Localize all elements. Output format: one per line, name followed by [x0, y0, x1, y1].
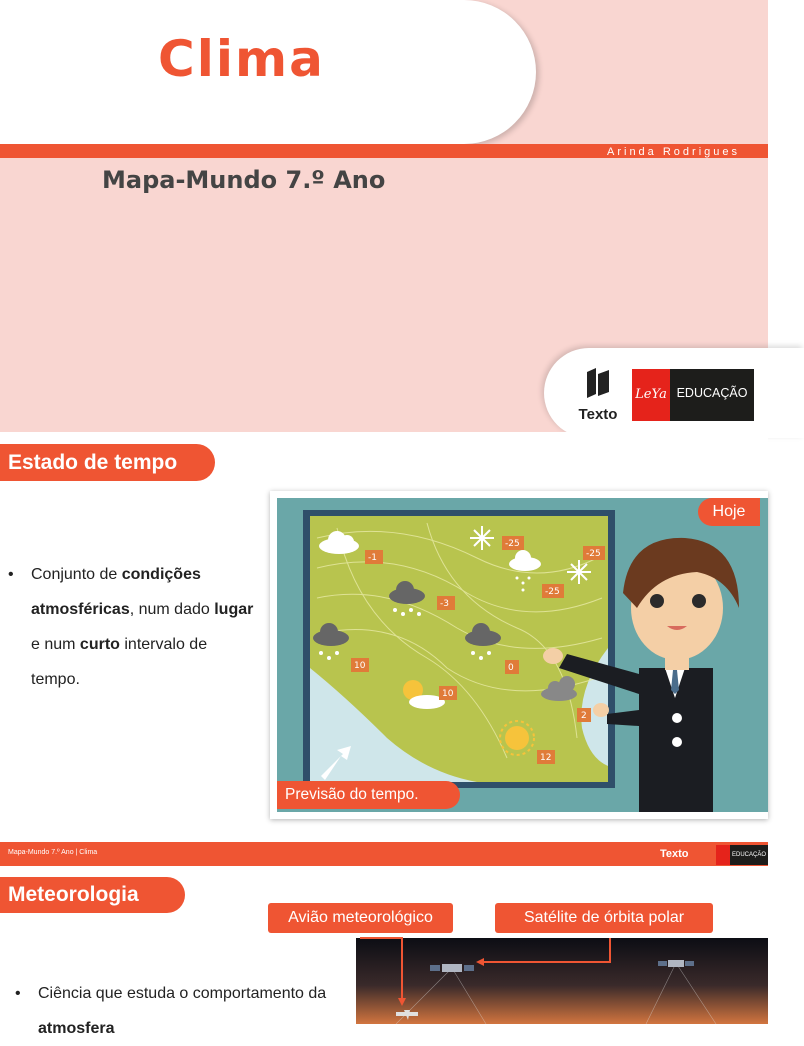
footer-title: Mapa-Mundo 7.º Ano | Clima — [8, 849, 98, 856]
cover-subtitle: Mapa-Mundo 7.º Ano — [102, 166, 386, 194]
map-temp-label: 12 — [540, 753, 552, 763]
definition-bullet — [15, 976, 345, 1046]
map-temp-label: 10 — [354, 661, 366, 671]
slide-heading: Estado de tempo — [0, 444, 215, 481]
map-temp-label: 0 — [508, 663, 514, 673]
footer-educacao-text: EDUCAÇÃO — [730, 845, 768, 865]
weather-illustration — [270, 491, 768, 819]
cover-title: Clima — [158, 30, 325, 88]
texto-label: Texto — [578, 406, 618, 423]
estado-de-tempo-slide — [0, 432, 768, 844]
meteorologia-slide — [0, 866, 768, 1037]
footer-leya-logo — [716, 845, 768, 865]
map-temp-label: -3 — [440, 599, 449, 609]
leya-educacao-logo — [632, 369, 754, 421]
leya-mark — [716, 845, 730, 865]
map-temp-label: -25 — [545, 587, 560, 597]
educacao-mark — [670, 369, 754, 421]
satellite-scene — [356, 938, 768, 1024]
bullet-icon: • — [8, 566, 14, 583]
definition-bullet — [8, 557, 260, 697]
map-temp-label: -25 — [505, 539, 520, 549]
plane-label: Avião meteorológico — [268, 903, 453, 933]
definition-text: Ciência que estuda o comportamento da atmosfera — [38, 985, 327, 1037]
satellite-icon — [658, 960, 694, 967]
texto-logo — [572, 368, 622, 424]
leya-mark — [632, 369, 670, 421]
leya-text: LeYa — [635, 387, 667, 402]
satellite-label: Satélite de órbita polar — [495, 903, 713, 933]
definition-text: Conjunto de condições atmosféricas, num dado lugar e num curto intervalo de tempo. — [31, 566, 254, 688]
book-icon — [585, 368, 611, 398]
map-temp-label: 10 — [442, 689, 454, 699]
map-temp-label: 2 — [581, 711, 587, 721]
satellite-icon — [430, 964, 474, 972]
image-caption: Previsão do tempo. — [277, 781, 460, 809]
image-badge: Hoje — [698, 498, 760, 526]
cover-slide — [0, 0, 768, 432]
slide-heading: Meteorologia — [0, 877, 185, 913]
cover-author: Arinda Rodrigues — [607, 146, 740, 158]
slide-footer — [0, 844, 768, 866]
map-temp-label: -1 — [368, 553, 377, 563]
bullet-icon: • — [15, 985, 21, 1002]
footer-texto-logo: Texto — [660, 848, 689, 860]
educacao-text: EDUCAÇÃO — [676, 386, 748, 400]
map-temp-label: -25 — [586, 549, 601, 559]
weather-map-scene — [277, 498, 768, 812]
